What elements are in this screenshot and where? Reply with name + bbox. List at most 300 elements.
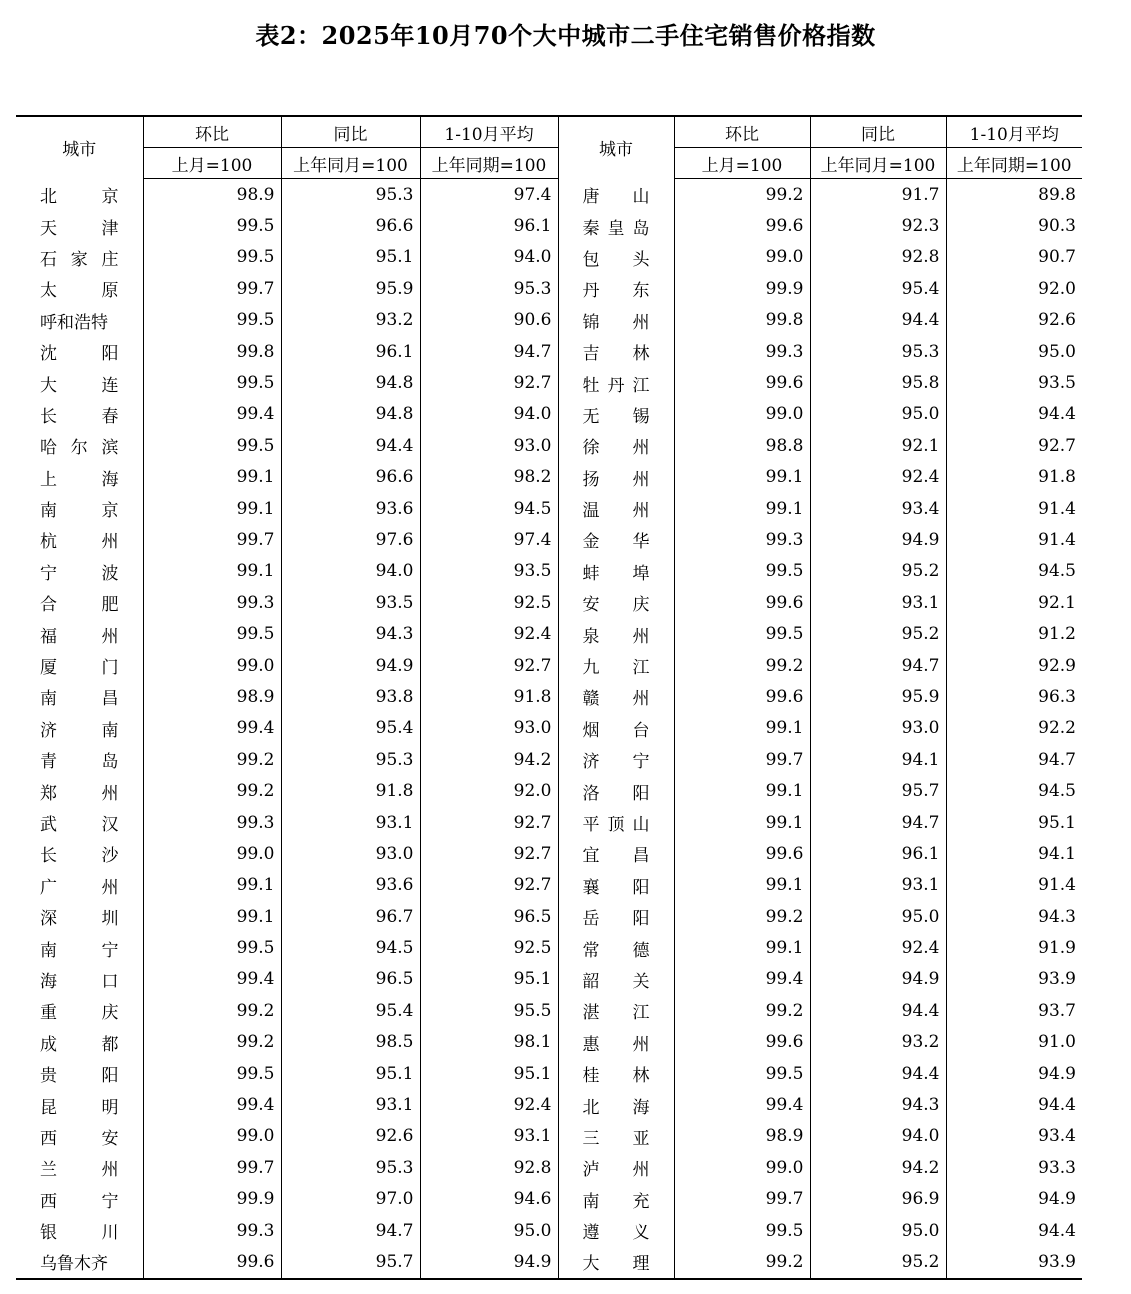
- avg-value: 90.6: [420, 305, 558, 336]
- city-cell-left: [16, 273, 143, 304]
- city-cell-right: [558, 336, 674, 367]
- mom-value: 99.1: [674, 713, 810, 744]
- city-cell-left: [16, 901, 143, 932]
- yoy-value: 95.3: [281, 179, 420, 211]
- avg-value: 94.9: [946, 1184, 1082, 1215]
- mom-value: 99.5: [143, 242, 281, 273]
- mom-value: 99.5: [143, 1058, 281, 1089]
- city-cell-right: [558, 242, 674, 273]
- city-name: 吉 林: [582, 344, 650, 365]
- yoy-value: 92.6: [281, 1121, 420, 1152]
- yoy-value: 95.4: [281, 995, 420, 1026]
- avg-value: 94.0: [420, 399, 558, 430]
- yoy-value: 95.3: [281, 1152, 420, 1183]
- avg-value: 94.1: [946, 838, 1082, 869]
- city-cell-left: [16, 650, 143, 681]
- table-row: [16, 179, 1082, 211]
- city-name: 泉 州: [582, 626, 650, 647]
- avg-value: 92.8: [420, 1152, 558, 1183]
- city-cell-left: [16, 1058, 143, 1089]
- city-name: 韶 关: [582, 971, 650, 992]
- mom-value: 99.7: [674, 744, 810, 775]
- avg-value: 92.0: [420, 775, 558, 806]
- city-cell-left: [16, 775, 143, 806]
- mom-value: 99.4: [143, 964, 281, 995]
- table-row: [16, 775, 1082, 806]
- table-row: [16, 932, 1082, 963]
- yoy-value: 94.1: [810, 744, 946, 775]
- yoy-value: 95.9: [810, 681, 946, 712]
- city-cell-left: [16, 242, 143, 273]
- header-avg-base-right: 上年同期=100: [946, 148, 1082, 179]
- city-name: 广 州: [40, 877, 119, 898]
- avg-value: 94.5: [946, 775, 1082, 806]
- avg-value: 93.4: [946, 1121, 1082, 1152]
- city-name: 厦 门: [40, 658, 119, 679]
- mom-value: 99.2: [674, 901, 810, 932]
- city-name: 青 岛: [40, 752, 119, 773]
- yoy-value: 92.1: [810, 430, 946, 461]
- mom-value: 99.3: [143, 1215, 281, 1246]
- avg-value: 96.5: [420, 901, 558, 932]
- avg-value: 90.7: [946, 242, 1082, 273]
- mom-value: 99.1: [674, 462, 810, 493]
- city-name: 常 德: [582, 940, 650, 961]
- mom-value: 99.5: [674, 1215, 810, 1246]
- avg-value: 98.2: [420, 462, 558, 493]
- avg-value: 94.9: [946, 1058, 1082, 1089]
- mom-value: 99.6: [674, 838, 810, 869]
- city-cell-left: [16, 399, 143, 430]
- avg-value: 93.5: [420, 556, 558, 587]
- yoy-value: 96.6: [281, 210, 420, 241]
- table-row: [16, 838, 1082, 869]
- avg-value: 91.0: [946, 1027, 1082, 1058]
- yoy-value: 94.0: [281, 556, 420, 587]
- yoy-value: 94.8: [281, 367, 420, 398]
- mom-value: 99.4: [674, 964, 810, 995]
- mom-value: 99.1: [674, 932, 810, 963]
- table-row: [16, 430, 1082, 461]
- city-cell-right: [558, 493, 674, 524]
- avg-value: 92.7: [420, 650, 558, 681]
- city-name: 北 海: [582, 1097, 650, 1118]
- city-cell-left: [16, 556, 143, 587]
- city-name: 锦 州: [582, 312, 650, 333]
- avg-value: 91.8: [946, 462, 1082, 493]
- avg-value: 94.9: [420, 1246, 558, 1278]
- city-cell-right: [558, 618, 674, 649]
- header-yoy-base-left: 上年同月=100: [281, 148, 420, 179]
- city-cell-right: [558, 901, 674, 932]
- avg-value: 94.7: [946, 744, 1082, 775]
- table-row: [16, 556, 1082, 587]
- mom-value: 99.5: [143, 932, 281, 963]
- city-name: 烟 台: [582, 720, 650, 741]
- city-name: 武 汉: [40, 815, 119, 835]
- city-cell-right: [558, 744, 674, 775]
- yoy-value: 93.0: [810, 713, 946, 744]
- city-name: 杭 州: [40, 532, 119, 553]
- city-cell-right: [558, 1246, 674, 1278]
- mom-value: 99.1: [674, 493, 810, 524]
- city-name: 襄 阳: [582, 877, 650, 898]
- yoy-value: 94.9: [281, 650, 420, 681]
- avg-value: 94.4: [946, 1089, 1082, 1120]
- table-row: [16, 901, 1082, 932]
- header-mom-base-right: 上月=100: [674, 148, 810, 179]
- avg-value: 93.9: [946, 1246, 1082, 1278]
- avg-value: 95.0: [946, 336, 1082, 367]
- yoy-value: 95.2: [810, 556, 946, 587]
- avg-value: 91.9: [946, 932, 1082, 963]
- yoy-value: 92.4: [810, 932, 946, 963]
- city-name: 深 圳: [40, 909, 119, 930]
- mom-value: 99.6: [143, 1246, 281, 1278]
- avg-value: 96.3: [946, 681, 1082, 712]
- city-name: 西 安: [40, 1128, 119, 1149]
- mom-value: 99.5: [674, 1058, 810, 1089]
- city-name: 岳 阳: [582, 909, 650, 930]
- yoy-value: 95.9: [281, 273, 420, 304]
- yoy-value: 95.7: [810, 775, 946, 806]
- city-cell-right: [558, 1215, 674, 1246]
- city-cell-left: [16, 1027, 143, 1058]
- city-cell-left: [16, 964, 143, 995]
- city-name: 贵 阳: [40, 1066, 119, 1087]
- yoy-value: 93.2: [810, 1027, 946, 1058]
- city-name: 大 连: [40, 375, 119, 396]
- avg-value: 92.0: [946, 273, 1082, 304]
- mom-value: 99.1: [143, 901, 281, 932]
- city-cell-right: [558, 681, 674, 712]
- header-row-2: [16, 148, 1082, 179]
- city-cell-right: [558, 524, 674, 555]
- yoy-value: 93.8: [281, 681, 420, 712]
- avg-value: 92.2: [946, 713, 1082, 744]
- header-avg-left: 1-10月平均: [420, 116, 558, 148]
- avg-value: 90.3: [946, 210, 1082, 241]
- avg-value: 92.6: [946, 305, 1082, 336]
- city-cell-right: [558, 932, 674, 963]
- header-city-left: 城市: [16, 116, 143, 179]
- city-name: 南 京: [40, 501, 119, 522]
- header-row-1: [16, 116, 1082, 148]
- city-cell-right: [558, 870, 674, 901]
- city-name: 郑 州: [40, 783, 119, 804]
- avg-value: 94.5: [420, 493, 558, 524]
- city-name: 兰 州: [40, 1160, 119, 1181]
- city-cell-left: [16, 932, 143, 963]
- city-name: 银 川: [40, 1223, 119, 1244]
- yoy-value: 94.7: [810, 650, 946, 681]
- city-cell-right: [558, 273, 674, 304]
- yoy-value: 93.1: [810, 870, 946, 901]
- avg-value: 92.7: [420, 807, 558, 838]
- city-cell-left: [16, 336, 143, 367]
- mom-value: 99.3: [674, 524, 810, 555]
- avg-value: 91.2: [946, 618, 1082, 649]
- yoy-value: 94.3: [281, 618, 420, 649]
- city-cell-left: [16, 1215, 143, 1246]
- yoy-value: 94.7: [810, 807, 946, 838]
- mom-value: 99.4: [674, 1089, 810, 1120]
- avg-value: 93.5: [946, 367, 1082, 398]
- yoy-value: 94.7: [281, 1215, 420, 1246]
- city-name: 太 原: [40, 281, 119, 302]
- table-row: [16, 681, 1082, 712]
- mom-value: 99.0: [143, 1121, 281, 1152]
- city-cell-left: [16, 995, 143, 1026]
- header-avg-right: 1-10月平均: [946, 116, 1082, 148]
- avg-value: 92.7: [946, 430, 1082, 461]
- city-name: 石 家 庄: [40, 249, 119, 270]
- yoy-value: 94.4: [281, 430, 420, 461]
- mom-value: 99.5: [674, 556, 810, 587]
- yoy-value: 92.4: [810, 462, 946, 493]
- city-cell-left: [16, 210, 143, 241]
- city-cell-right: [558, 1027, 674, 1058]
- avg-value: 89.8: [946, 179, 1082, 211]
- avg-value: 95.0: [420, 1215, 558, 1246]
- city-name: 成 都: [40, 1034, 119, 1055]
- mom-value: 99.2: [143, 744, 281, 775]
- yoy-value: 93.2: [281, 305, 420, 336]
- city-name: 包 头: [582, 249, 650, 270]
- mom-value: 98.8: [674, 430, 810, 461]
- yoy-value: 95.4: [281, 713, 420, 744]
- table-row: [16, 305, 1082, 336]
- city-cell-left: [16, 870, 143, 901]
- yoy-value: 98.5: [281, 1027, 420, 1058]
- yoy-value: 93.4: [810, 493, 946, 524]
- city-cell-right: [558, 587, 674, 618]
- mom-value: 99.0: [674, 242, 810, 273]
- avg-value: 92.7: [420, 367, 558, 398]
- avg-value: 92.7: [420, 870, 558, 901]
- city-cell-right: [558, 179, 674, 211]
- table-row: [16, 1152, 1082, 1183]
- yoy-value: 94.4: [810, 1058, 946, 1089]
- city-cell-left: [16, 1089, 143, 1120]
- city-name: 宜 昌: [582, 846, 650, 867]
- table-row: [16, 870, 1082, 901]
- yoy-value: 96.5: [281, 964, 420, 995]
- mom-value: 99.6: [674, 1027, 810, 1058]
- avg-value: 92.4: [420, 1089, 558, 1120]
- city-cell-left: [16, 618, 143, 649]
- yoy-value: 95.8: [810, 367, 946, 398]
- avg-value: 94.4: [946, 1215, 1082, 1246]
- city-name: 宁 波: [40, 563, 119, 584]
- avg-value: 94.7: [420, 336, 558, 367]
- yoy-value: 94.4: [810, 305, 946, 336]
- mom-value: 99.1: [674, 807, 810, 838]
- yoy-value: 94.9: [810, 964, 946, 995]
- yoy-value: 92.3: [810, 210, 946, 241]
- city-name: 乌鲁木齐: [40, 1254, 108, 1275]
- city-cell-right: [558, 1152, 674, 1183]
- city-cell-left: [16, 305, 143, 336]
- city-cell-right: [558, 807, 674, 838]
- city-name: 温 州: [582, 501, 650, 522]
- city-name: 无 锡: [582, 406, 650, 427]
- yoy-value: 95.1: [281, 1058, 420, 1089]
- table-row: [16, 1215, 1082, 1246]
- city-name: 昆 明: [40, 1097, 119, 1118]
- city-cell-right: [558, 462, 674, 493]
- city-cell-left: [16, 744, 143, 775]
- city-name: 北 京: [40, 186, 119, 207]
- yoy-value: 95.0: [810, 1215, 946, 1246]
- city-name: 唐 山: [582, 186, 650, 207]
- table-row: [16, 995, 1082, 1026]
- mom-value: 99.7: [674, 1184, 810, 1215]
- city-name: 平 顶 山: [582, 815, 650, 835]
- city-cell-right: [558, 556, 674, 587]
- city-name: 九 江: [582, 658, 650, 679]
- city-name: 赣 州: [582, 689, 650, 710]
- avg-value: 93.1: [420, 1121, 558, 1152]
- yoy-value: 95.3: [281, 744, 420, 775]
- city-name: 上 海: [40, 469, 119, 490]
- city-name: 惠 州: [582, 1034, 650, 1055]
- avg-value: 91.4: [946, 870, 1082, 901]
- avg-value: 95.1: [946, 807, 1082, 838]
- city-name: 海 口: [40, 971, 119, 992]
- city-cell-right: [558, 964, 674, 995]
- avg-value: 93.7: [946, 995, 1082, 1026]
- mom-value: 98.9: [143, 681, 281, 712]
- avg-value: 92.1: [946, 587, 1082, 618]
- yoy-value: 93.6: [281, 493, 420, 524]
- city-cell-right: [558, 650, 674, 681]
- table-row: [16, 210, 1082, 241]
- city-name: 金 华: [582, 532, 650, 553]
- yoy-value: 93.6: [281, 870, 420, 901]
- avg-value: 97.4: [420, 524, 558, 555]
- city-name: 重 庆: [40, 1003, 119, 1024]
- yoy-value: 96.7: [281, 901, 420, 932]
- city-name: 南 宁: [40, 940, 119, 961]
- city-name: 天 津: [40, 218, 119, 239]
- mom-value: 99.7: [143, 524, 281, 555]
- mom-value: 99.5: [143, 430, 281, 461]
- city-cell-left: [16, 713, 143, 744]
- mom-value: 99.8: [674, 305, 810, 336]
- city-name: 丹 东: [582, 281, 650, 302]
- mom-value: 99.5: [143, 618, 281, 649]
- avg-value: 93.0: [420, 430, 558, 461]
- yoy-value: 93.5: [281, 587, 420, 618]
- mom-value: 99.2: [674, 179, 810, 211]
- table-row: [16, 618, 1082, 649]
- yoy-value: 95.0: [810, 901, 946, 932]
- city-name: 洛 阳: [582, 783, 650, 804]
- mom-value: 99.6: [674, 681, 810, 712]
- table-body: [16, 179, 1082, 1279]
- avg-value: 91.4: [946, 524, 1082, 555]
- city-name: 长 沙: [40, 846, 119, 867]
- city-cell-left: [16, 462, 143, 493]
- city-name: 湛 江: [582, 1003, 650, 1024]
- yoy-value: 95.2: [810, 618, 946, 649]
- avg-value: 94.2: [420, 744, 558, 775]
- table-row: [16, 1027, 1082, 1058]
- mom-value: 99.3: [143, 587, 281, 618]
- table-title: 表2：2025年10月70个大中城市二手住宅销售价格指数: [255, 21, 876, 50]
- mom-value: 99.5: [674, 618, 810, 649]
- table-row: [16, 462, 1082, 493]
- table-row: [16, 713, 1082, 744]
- avg-value: 95.3: [420, 273, 558, 304]
- yoy-value: 91.8: [281, 775, 420, 806]
- mom-value: 99.4: [143, 713, 281, 744]
- city-name: 合 肥: [40, 595, 119, 616]
- yoy-value: 94.4: [810, 995, 946, 1026]
- yoy-value: 94.2: [810, 1152, 946, 1183]
- header-yoy-base-right: 上年同月=100: [810, 148, 946, 179]
- mom-value: 99.6: [674, 210, 810, 241]
- city-cell-right: [558, 1121, 674, 1152]
- avg-value: 94.5: [946, 556, 1082, 587]
- table-row: [16, 587, 1082, 618]
- avg-value: 92.5: [420, 587, 558, 618]
- yoy-value: 93.0: [281, 838, 420, 869]
- yoy-value: 94.8: [281, 399, 420, 430]
- city-cell-right: [558, 367, 674, 398]
- yoy-value: 97.0: [281, 1184, 420, 1215]
- avg-value: 92.4: [420, 618, 558, 649]
- city-name: 济 宁: [582, 752, 650, 773]
- avg-value: 92.7: [420, 838, 558, 869]
- city-cell-right: [558, 1058, 674, 1089]
- yoy-value: 97.6: [281, 524, 420, 555]
- mom-value: 99.0: [674, 1152, 810, 1183]
- avg-value: 94.3: [946, 901, 1082, 932]
- city-cell-left: [16, 524, 143, 555]
- yoy-value: 93.1: [281, 1089, 420, 1120]
- table-row: [16, 493, 1082, 524]
- city-cell-left: [16, 367, 143, 398]
- table-row: [16, 744, 1082, 775]
- table-row: [16, 1246, 1082, 1278]
- yoy-value: 94.3: [810, 1089, 946, 1120]
- city-cell-right: [558, 775, 674, 806]
- header-yoy-left: 同比: [281, 116, 420, 148]
- yoy-value: 95.2: [810, 1246, 946, 1278]
- mom-value: 99.5: [143, 210, 281, 241]
- yoy-value: 93.1: [281, 807, 420, 838]
- mom-value: 99.0: [674, 399, 810, 430]
- yoy-value: 95.1: [281, 242, 420, 273]
- header-mom-left: 环比: [143, 116, 281, 148]
- yoy-value: 95.3: [810, 336, 946, 367]
- city-name: 泸 州: [582, 1160, 650, 1181]
- mom-value: 99.1: [143, 462, 281, 493]
- avg-value: 96.1: [420, 210, 558, 241]
- mom-value: 99.7: [143, 1152, 281, 1183]
- price-index-table: [16, 115, 1082, 1280]
- mom-value: 99.6: [674, 587, 810, 618]
- city-cell-left: [16, 1246, 143, 1278]
- table-row: [16, 1184, 1082, 1215]
- avg-value: 93.0: [420, 713, 558, 744]
- mom-value: 98.9: [143, 179, 281, 211]
- header-avg-base-left: 上年同期=100: [420, 148, 558, 179]
- table-row: [16, 367, 1082, 398]
- mom-value: 99.1: [674, 775, 810, 806]
